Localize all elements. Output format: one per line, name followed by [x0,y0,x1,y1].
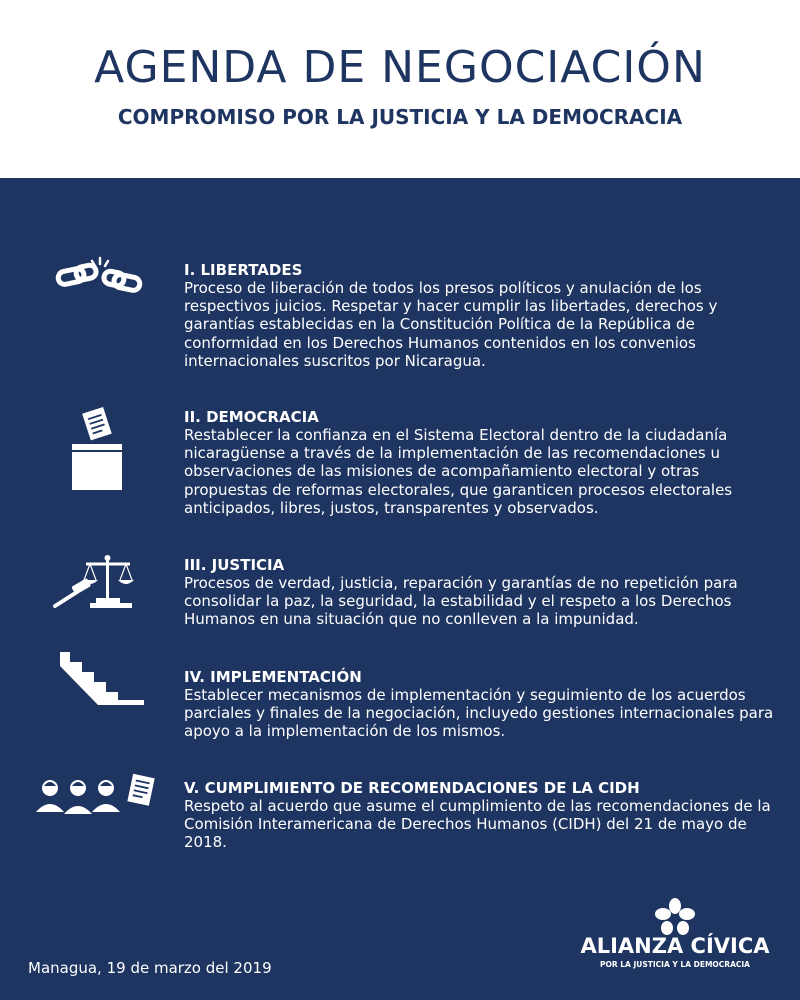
item-body: Establecer mecanismos de implementación y seguimiento de los acuerdos parciales y finales de la negociación, incluyedo gestiones internacionales para apoyo a la implementación de los mismos. [184,686,774,741]
item-title: II. DEMOCRACIA [184,408,319,426]
flower-logo-icon [655,898,695,936]
alianza-civica-logo [570,898,780,978]
scales-gavel-icon [50,552,140,610]
item-title: III. JUSTICIA [184,556,285,574]
item-title: I. LIBERTADES [184,261,303,279]
page-title: AGENDA DE NEGOCIACIÓN [94,42,706,93]
broken-chain-icon [52,254,144,298]
stairs-icon [58,652,146,708]
footer-date: Managua, 19 de marzo del 2019 [28,959,272,977]
item-body: Respeto al acuerdo que asume el cumplimiento de las recomendaciones de la Comisión Interamericana de Derechos Humanos (CIDH) del 21 de mayo de 2018. [184,797,771,852]
item-body: Procesos de verdad, justicia, reparación y garantías de no repetición para consolidar la paz, la seguridad, la estabilidad y el respeto a los Derechos Humanos en una situación que no conlleven a la impunidad. [184,574,738,629]
logo-tagline: POR LA JUSTICIA Y LA DEMOCRACIA [600,960,750,969]
item-body: Restablecer la confianza en el Sistema Electoral dentro de la ciudadanía nicaragüense a través de la implementación de las recomendaciones u observaciones de las misiones de acompañamiento electoral y otras propuestas de reformas electorales, que garanticen procesos electorales anticipados, libres, justos, transparentes y observados. [184,426,733,517]
item-title: IV. IMPLEMENTACIÓN [184,668,362,686]
ballot-box-icon [66,406,126,494]
logo-name: ALIANZA CÍVICA [580,934,770,958]
page-subtitle: COMPROMISO POR LA JUSTICIA Y LA DEMOCRACIA [117,105,683,129]
header [0,0,800,178]
item-title: V. CUMPLIMIENTO DE RECOMENDACIONES DE LA CIDH [184,779,640,797]
people-document-icon [34,770,164,822]
item-body: Proceso de liberación de todos los presos políticos y anulación de los respectivos juicios. Respetar y hacer cumplir las libertades, derechos y garantías establecidas en la Constitución Política de la República de conformidad en los Derechos Humanos contenidos en los convenios internacionales suscritos por Nicaragua. [184,279,718,370]
